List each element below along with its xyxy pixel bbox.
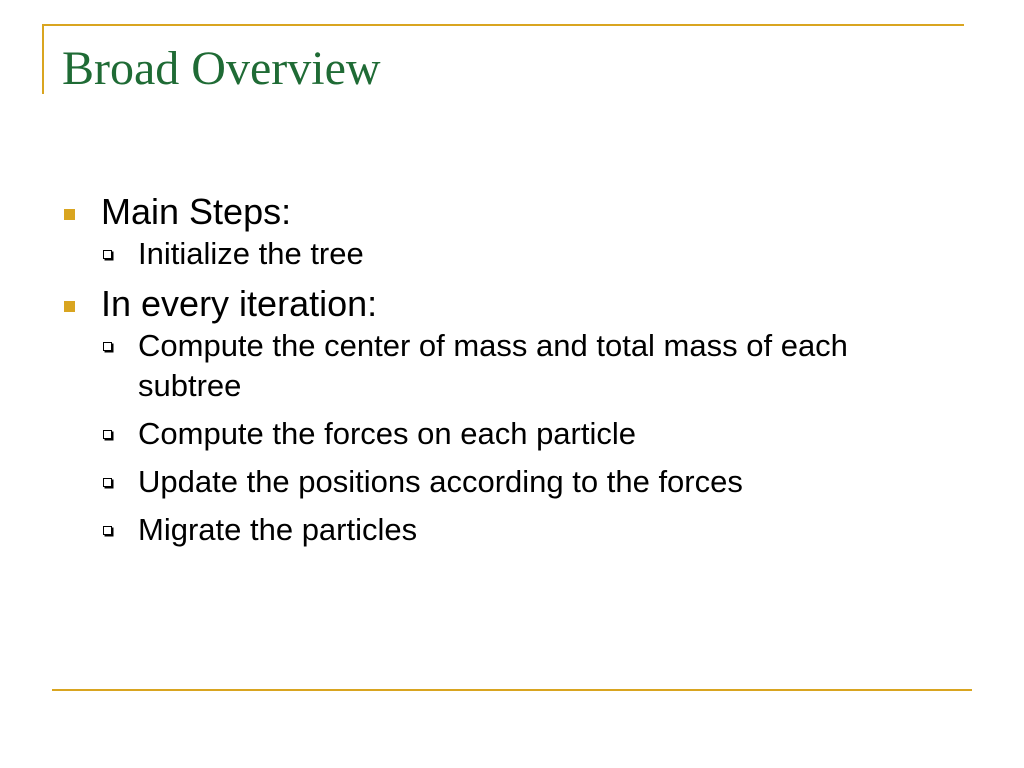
sub-bullet-text: Initialize the tree <box>138 236 364 271</box>
shadowed-box-icon <box>103 342 112 351</box>
shadowed-box-icon <box>103 430 112 439</box>
left-frame-line <box>42 24 44 94</box>
bullet-main-steps <box>60 190 940 234</box>
bullet-every-iteration <box>60 282 940 326</box>
shadowed-box-icon <box>103 250 112 259</box>
slide-title: Broad Overview <box>62 42 381 95</box>
footer-line <box>52 689 972 691</box>
top-frame-line <box>42 24 964 26</box>
sub-bullet-compute-center <box>60 326 940 406</box>
sub-bullet-migrate <box>60 510 940 550</box>
filled-square-icon <box>64 301 75 312</box>
bullet-text: In every iteration: <box>101 283 378 324</box>
filled-square-icon <box>64 209 75 220</box>
sub-bullet-compute-forces <box>60 414 940 454</box>
sub-bullet-text: Migrate the particles <box>138 512 418 547</box>
bullet-text: Main Steps: <box>101 191 292 232</box>
sub-bullet-initialize <box>60 234 940 274</box>
sub-bullet-text: Compute the forces on each particle <box>138 416 636 451</box>
slide-body <box>60 190 940 550</box>
shadowed-box-icon <box>103 478 112 487</box>
sub-bullet-text: Update the positions according to the forces <box>138 464 743 499</box>
shadowed-box-icon <box>103 526 112 535</box>
sub-bullet-text: Compute the center of mass and total mass of each subtree <box>138 328 848 403</box>
sub-bullet-update-positions <box>60 462 940 502</box>
